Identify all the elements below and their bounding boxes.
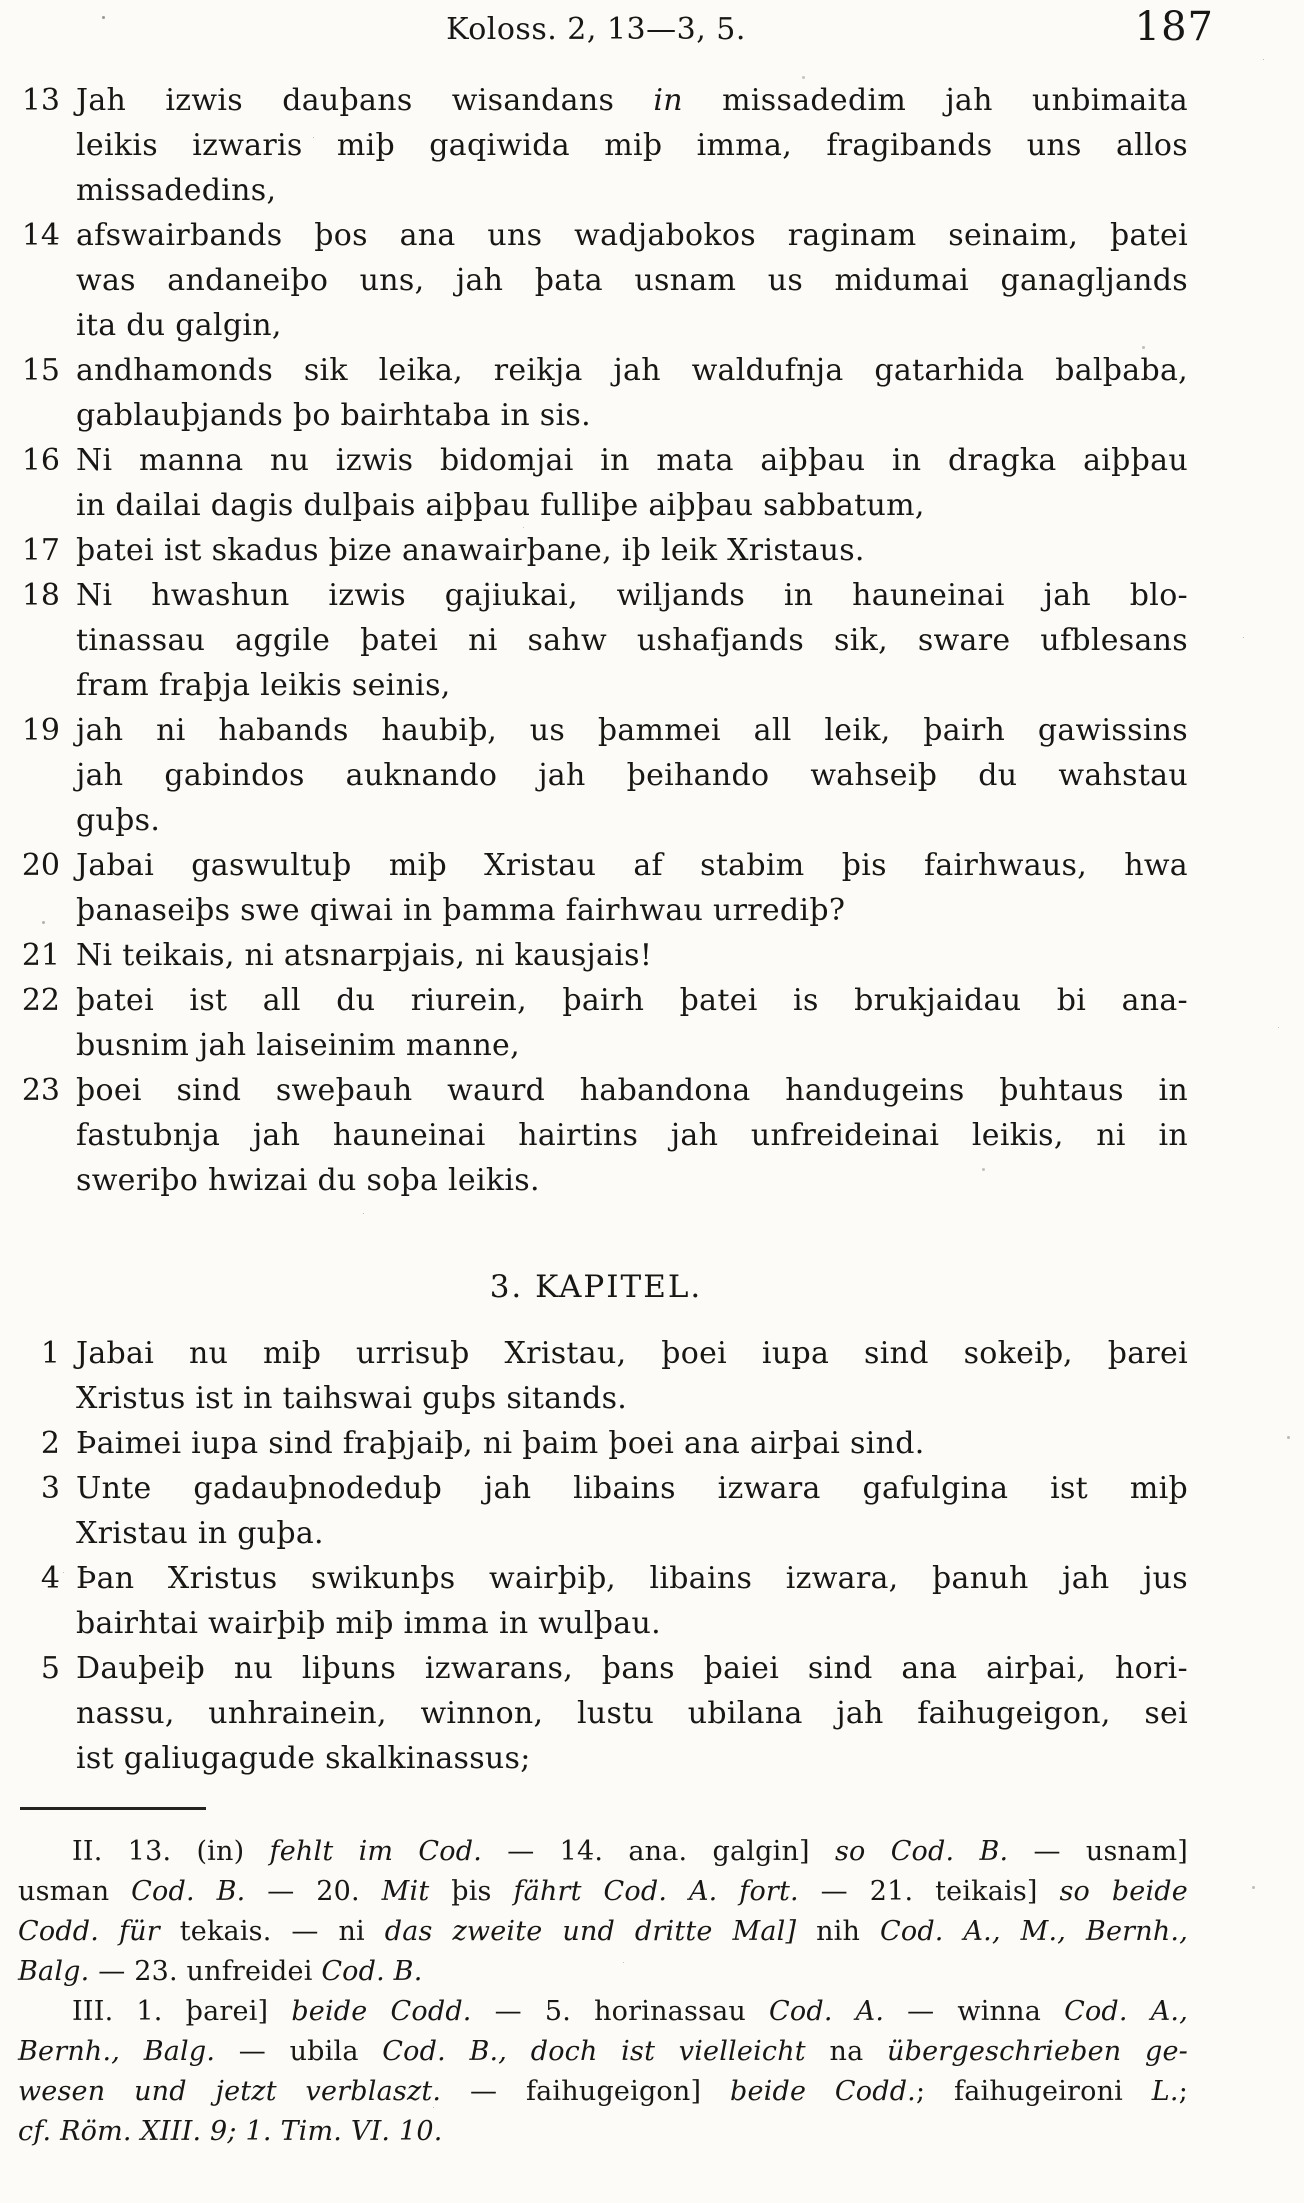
text-segment: tekais. — ni (159, 1916, 385, 1947)
text-segment: was andaneiþo uns, jah þata usnam us midumai ganagljands (76, 263, 1188, 298)
text-segment: Cod. A., M., Bernh., (880, 1916, 1188, 1947)
verse-line (76, 978, 1188, 1023)
verse-number: 2 (40, 1426, 60, 1461)
verse-line (76, 1023, 1188, 1068)
text-segment: Jabai gaswultuþ miþ Xristau af stabim þis fairhwaus, hwa (76, 848, 1188, 883)
verse-row (20, 528, 1304, 573)
text-segment: fastubnja jah hauneinai hairtins jah unfreideinai leikis, ni in (76, 1118, 1188, 1153)
verse-line (76, 213, 1188, 258)
verse-line (76, 708, 1188, 753)
text-segment: Cod. B. (131, 1876, 246, 1907)
verse-text (76, 708, 1188, 843)
verse-text (76, 1646, 1188, 1781)
text-segment: beide Codd. (729, 2076, 916, 2107)
text-segment: Cod. A., (1064, 1996, 1188, 2027)
verse-row (20, 1331, 1304, 1421)
text-segment: þoei sind sweþauh waurd habandona handugeins þuhtaus in (76, 1073, 1188, 1108)
verse-number: 18 (21, 578, 60, 613)
text-segment: Codd. für (18, 1916, 160, 1947)
verse-text (76, 1068, 1188, 1203)
text-segment: bairhtai wairþiþ miþ imma in wulþau. (76, 1606, 661, 1641)
verse-line (76, 663, 1188, 708)
verse-line (76, 1511, 1188, 1556)
verse-row (20, 1466, 1304, 1556)
text-segment: — faihugeigon] (441, 2076, 730, 2107)
text-segment: missadedim jah unbimaita (682, 83, 1188, 118)
text-segment: so beide (1059, 1876, 1188, 1907)
text-segment: busnim jah laiseinim manne, (76, 1028, 520, 1063)
verse-line (76, 1331, 1188, 1376)
verse-text (76, 1466, 1188, 1556)
verse-number: 15 (21, 353, 60, 388)
text-segment: Ni teikais, ni atsnarpjais, ni kausjais! (76, 938, 653, 973)
chapter-3-text (20, 1331, 1304, 1781)
verse-text (76, 348, 1188, 438)
text-segment: Mit (381, 1876, 430, 1907)
footnote-line (18, 1992, 1188, 2032)
text-segment: Cod. B. (321, 1956, 423, 1987)
verse-line (76, 393, 1188, 438)
verse-text (76, 843, 1188, 933)
footnote-paragraph (18, 1992, 1188, 2152)
text-segment: das zweite und dritte Mal] (384, 1916, 797, 1947)
text-segment: Cod. B., doch ist vielleicht (382, 2036, 806, 2067)
verse-line (76, 1736, 1188, 1781)
verse-number: 22 (21, 983, 60, 1018)
verse-line (76, 798, 1188, 843)
text-segment: Xristus ist in taihswai guþs sitands. (76, 1381, 628, 1416)
page-header (0, 0, 1304, 78)
text-segment: — usnam] (1008, 1836, 1188, 1867)
text-segment: so Cod. B. (834, 1836, 1009, 1867)
text-segment: usman (18, 1876, 132, 1907)
verse-line (76, 573, 1188, 618)
verse-row (20, 1556, 1304, 1646)
verse-line (76, 168, 1188, 213)
footnote-paragraph (18, 1832, 1188, 1992)
text-segment: ; faihugeironi (915, 2076, 1152, 2107)
verse-line (76, 78, 1188, 123)
text-segment: sweriþo hwizai du soþa leikis. (76, 1163, 540, 1198)
verse-line (76, 1113, 1188, 1158)
verse-row (20, 213, 1304, 348)
verse-line (76, 303, 1188, 348)
verse-row (20, 708, 1304, 843)
verse-row (20, 1068, 1304, 1203)
text-segment: in (653, 83, 683, 118)
chapter-heading: 3. KAPITEL. (489, 1269, 703, 1305)
text-segment: Þan Xristus swikunþs wairþiþ, libains izwara, þanuh jah jus (76, 1561, 1188, 1596)
verse-line (76, 618, 1188, 663)
text-segment: — 20. (245, 1876, 382, 1907)
verse-line (76, 843, 1188, 888)
footnote-rule (20, 1807, 206, 1810)
verse-number: 13 (21, 83, 60, 118)
footnote-line (18, 1912, 1188, 1952)
footnote-line (18, 2072, 1188, 2112)
verse-line (76, 1376, 1188, 1421)
text-segment: þatei ist all du riurein, þairh þatei is brukjaidau bi ana- (76, 983, 1188, 1018)
footnote-line (18, 1832, 1188, 1872)
text-segment: Xristau in guþa. (76, 1516, 324, 1551)
verse-line (76, 1158, 1188, 1203)
verse-row (20, 438, 1304, 528)
text-segment: Unte gadauþnodeduþ jah libains izwara gafulgina ist miþ (76, 1471, 1188, 1506)
text-segment: þanaseiþs swe qiwai in þamma fairhwau urrediþ? (76, 893, 846, 928)
verse-line (76, 483, 1188, 528)
verse-line (76, 888, 1188, 933)
verse-row (20, 573, 1304, 708)
text-segment: na (805, 2036, 888, 2067)
text-segment: ita du galgin, (76, 308, 282, 343)
text-segment: andhamonds sik leika, reikja jah waldufnja gatarhida balþaba, (76, 353, 1188, 388)
text-segment: wesen und jetzt verblaszt. (18, 2076, 442, 2107)
text-segment: III. 1. þarei] (72, 1996, 292, 2027)
text-segment: afswairbands þos ana uns wadjabokos raginam seinaim, þatei (76, 218, 1188, 253)
text-segment: Þaimei iupa sind fraþjaiþ, ni þaim þoei ana airþai sind. (76, 1426, 925, 1461)
text-segment: Jabai nu miþ urrisuþ Xristau, þoei iupa sind sokeiþ, þarei (76, 1336, 1188, 1371)
verse-text (76, 528, 1188, 573)
text-segment: Dauþeiþ nu liþuns izwarans, þans þaiei sind ana airþai, hori- (76, 1651, 1188, 1686)
chapter-2-text (20, 78, 1304, 1203)
verse-line (76, 1556, 1188, 1601)
text-segment: — 14. ana. galgin] (482, 1836, 835, 1867)
verse-line (76, 753, 1188, 798)
text-segment: beide Codd. (291, 1996, 472, 2027)
text-segment: ist galiugagude skalkinassus; (76, 1741, 531, 1776)
verse-text (76, 213, 1188, 348)
verse-number: 3 (40, 1471, 60, 1506)
verse-number: 23 (21, 1073, 60, 1108)
critical-apparatus (18, 1832, 1188, 2152)
footnote-line (18, 1872, 1188, 1912)
footnote-line (18, 2112, 1188, 2152)
text-segment: nih (796, 1916, 880, 1947)
text-segment: L. (1151, 2076, 1179, 2107)
text-segment: Bernh., Balg. (18, 2036, 216, 2067)
verse-line (76, 438, 1188, 483)
verse-number: 14 (21, 218, 60, 253)
text-segment: Jah izwis dauþans wisandans (76, 83, 654, 118)
text-segment: guþs. (76, 803, 161, 838)
page-number: 187 (1134, 4, 1214, 50)
verse-line (76, 348, 1188, 393)
text-segment: übergeschrieben ge- (887, 2036, 1188, 2067)
verse-number: 16 (21, 443, 60, 478)
text-segment: II. 13. (in) (72, 1836, 270, 1867)
verse-text (76, 978, 1188, 1068)
verse-line (76, 933, 1188, 978)
text-segment: jah ni habands haubiþ, us þammei all leik, þairh gawissins (76, 713, 1188, 748)
verse-row (20, 348, 1304, 438)
text-segment: — ubila (215, 2036, 383, 2067)
verse-line (76, 528, 1188, 573)
text-segment: fehlt im Cod. (269, 1836, 483, 1867)
text-segment: cf. Röm. XIII. 9; 1. Tim. VI. 10. (18, 2116, 443, 2147)
verse-line (76, 258, 1188, 303)
verse-row (20, 1421, 1304, 1466)
verse-line (76, 1466, 1188, 1511)
verse-text (76, 1421, 1188, 1466)
verse-text (76, 438, 1188, 528)
verse-row (20, 843, 1304, 933)
text-segment: fram fraþja leikis seinis, (76, 668, 451, 703)
text-segment: Ni manna nu izwis bidomjai in mata aiþþau in dragka aiþþau (76, 443, 1188, 478)
verse-text (76, 1556, 1188, 1646)
text-segment: tinassau aggile þatei ni sahw ushafjands sik, sware ufblesans (76, 623, 1188, 658)
verse-number: 21 (21, 938, 60, 973)
verse-number: 4 (40, 1561, 60, 1596)
text-segment: Cod. A. (769, 1996, 885, 2027)
verse-number: 5 (40, 1651, 60, 1686)
verse-line (76, 123, 1188, 168)
verse-text (76, 78, 1188, 213)
verse-text (76, 933, 1188, 978)
text-segment: Balg. (18, 1956, 90, 1987)
text-segment: — 21. teikais] (798, 1876, 1060, 1907)
verse-number: 17 (21, 533, 60, 568)
verse-row (20, 978, 1304, 1068)
verse-number: 1 (40, 1336, 60, 1371)
text-segment: þatei ist skadus þize anawairþane, iþ leik Xristaus. (76, 533, 865, 568)
verse-row (20, 1646, 1304, 1781)
verse-number: 20 (21, 848, 60, 883)
text-segment: — winna (884, 1996, 1065, 2027)
footnote-line (18, 2032, 1188, 2072)
text-segment: Ni hwashun izwis gajiukai, wiljands in hauneinai jah blo- (76, 578, 1188, 613)
text-segment: ; (1178, 2076, 1188, 2107)
verse-line (76, 1068, 1188, 1113)
text-segment: fährt Cod. A. fort. (513, 1876, 799, 1907)
text-segment: leikis izwaris miþ gaqiwida miþ imma, fragibands uns allos (76, 128, 1188, 163)
verse-text (76, 573, 1188, 708)
verse-line (76, 1421, 1188, 1466)
text-segment: in dailai dagis dulþais aiþþau fulliþe aiþþau sabbatum, (76, 488, 925, 523)
text-segment: jah gabindos auknando jah þeihando wahseiþ du wahstau (76, 758, 1188, 793)
verse-line (76, 1601, 1188, 1646)
verse-row (20, 933, 1304, 978)
verse-line (76, 1691, 1188, 1736)
running-head: Koloss. 2, 13—3, 5. (446, 12, 746, 47)
footnote-line (18, 1952, 1188, 1992)
verse-row (20, 78, 1304, 213)
text-segment: — 23. unfreidei (89, 1956, 322, 1987)
text-segment: — 5. horinassau (471, 1996, 770, 2027)
text-segment: nassu, unhrainein, winnon, lustu ubilana jah faihugeigon, sei (76, 1696, 1188, 1731)
text-segment: gablauþjands þo bairhtaba in sis. (76, 398, 591, 433)
text-segment: missadedins, (76, 173, 277, 208)
text-segment: þis (429, 1876, 514, 1907)
verse-line (76, 1646, 1188, 1691)
verse-text (76, 1331, 1188, 1421)
verse-number: 19 (21, 713, 60, 748)
